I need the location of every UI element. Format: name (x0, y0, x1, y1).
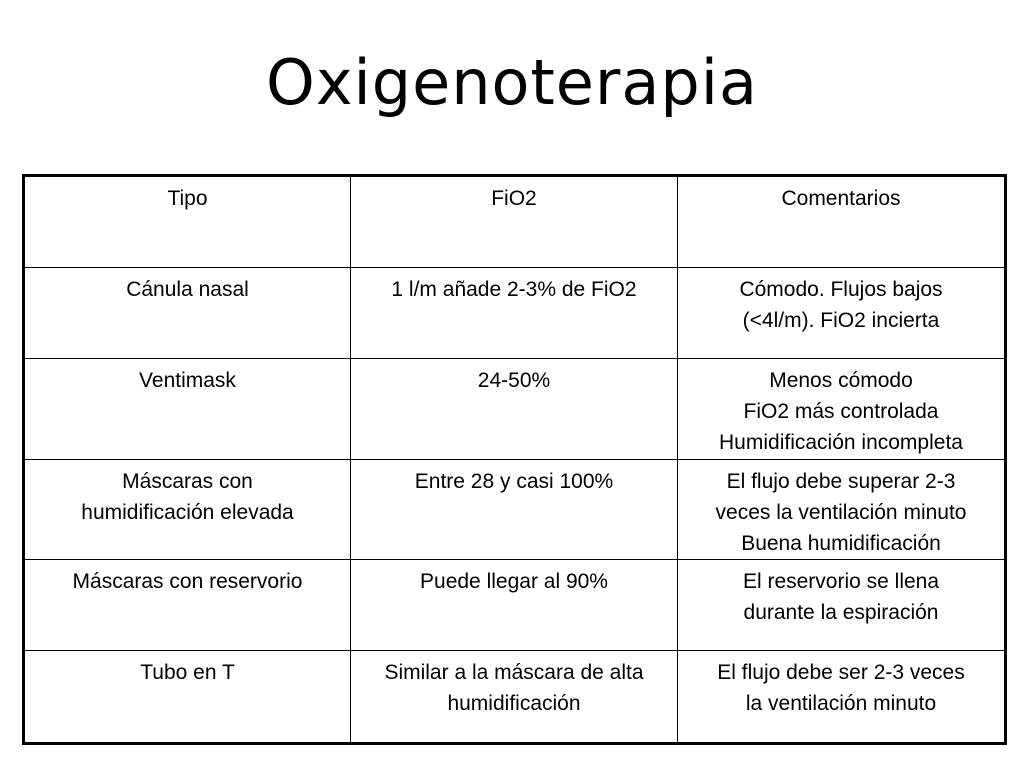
table-row (24, 460, 1006, 560)
cell-tipo: Cánula nasal (24, 268, 351, 359)
table-row (24, 268, 1006, 359)
cell-fio2: Entre 28 y casi 100% (351, 460, 678, 560)
header-fio2: FiO2 (351, 176, 678, 268)
cell-fio2: 24-50% (351, 359, 678, 460)
cell-tipo: Máscaras con humidificación elevada (24, 460, 351, 560)
cell-fio2: 1 l/m añade 2-3% de FiO2 (351, 268, 678, 359)
cell-comentarios: El flujo debe ser 2-3 veces la ventilación minuto (678, 651, 1006, 744)
cell-tipo: Máscaras con reservorio (24, 560, 351, 651)
table-row (24, 359, 1006, 460)
cell-fio2: Similar a la máscara de alta humidificación (351, 651, 678, 744)
cell-comentarios: El flujo debe superar 2-3 veces la ventilación minuto Buena humidificación (678, 460, 1006, 560)
slide-title: Oxigenoterapia (266, 46, 758, 119)
cell-fio2: Puede llegar al 90% (351, 560, 678, 651)
table-row (24, 560, 1006, 651)
header-comentarios: Comentarios (678, 176, 1006, 268)
cell-comentarios: Cómodo. Flujos bajos (<4l/m). FiO2 incierta (678, 268, 1006, 359)
cell-comentarios: Menos cómodo FiO2 más controlada Humidificación incompleta (678, 359, 1006, 460)
table-row (24, 651, 1006, 744)
table-header-row (24, 176, 1006, 268)
cell-tipo: Tubo en T (24, 651, 351, 744)
cell-comentarios: El reservorio se llena durante la espiración (678, 560, 1006, 651)
oxygen-therapy-table (22, 174, 1007, 745)
cell-tipo: Ventimask (24, 359, 351, 460)
header-tipo: Tipo (24, 176, 351, 268)
